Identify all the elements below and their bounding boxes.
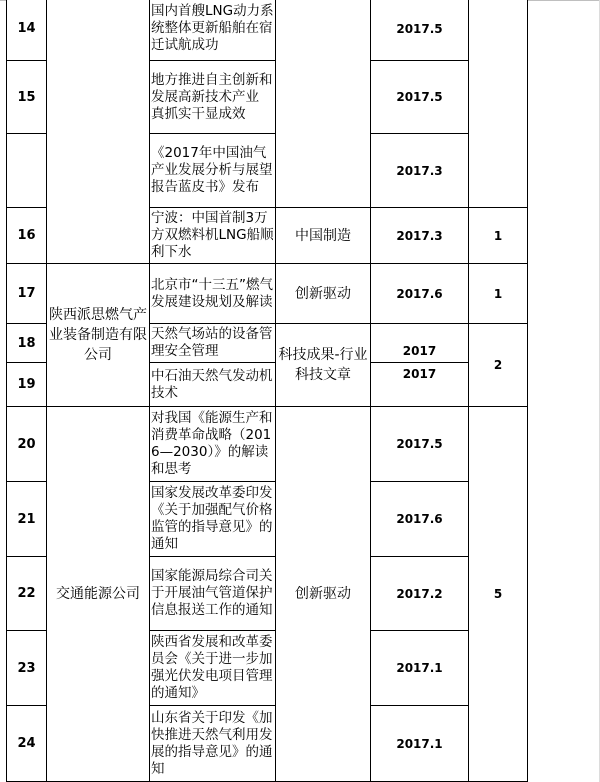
row-number: 20 <box>7 407 47 482</box>
category-cell-blank <box>276 0 371 208</box>
category: 创新驱动 <box>276 407 371 782</box>
top-border-right <box>527 0 600 1</box>
publish-date: 2017.5 <box>371 407 469 482</box>
row-number: 16 <box>7 208 47 264</box>
unit-name: 陕西派思燃气产业装备制造有限公司 <box>47 264 150 407</box>
article-title: 国内首艘LNG动力系统整体更新船舶在宿迁试航成功 <box>150 0 276 61</box>
publish-date: 2017.6 <box>371 264 469 324</box>
table-row <box>7 264 528 324</box>
row-number: 21 <box>7 482 47 557</box>
row-number <box>7 134 47 208</box>
item-count: 2 <box>469 324 528 407</box>
article-title: 天然气场站的设备管理安全管理 <box>150 324 276 363</box>
publish-date: 2017 <box>371 363 469 407</box>
category: 中国制造 <box>276 208 371 264</box>
publish-date: 2017 <box>371 324 469 363</box>
unit-name: 交通能源公司 <box>47 407 150 782</box>
item-count: 5 <box>469 407 528 782</box>
article-title: 陕西省发展和改革委员会《关于进一步加强光伏发电项目管理的通知》 <box>150 631 276 706</box>
table-row <box>7 407 528 482</box>
publish-date: 2017.5 <box>371 0 469 61</box>
article-title: 国家发展改革委印发《关于加强配气价格监管的指导意见》的通知 <box>150 482 276 557</box>
publish-date: 2017.6 <box>371 482 469 557</box>
article-title: 对我国《能源生产和消费革命战略（2016—2030）》的解读和思考 <box>150 407 276 482</box>
row-number: 23 <box>7 631 47 706</box>
unit-cell-blank <box>47 0 150 264</box>
category: 科技成果-行业科技文章 <box>276 324 371 407</box>
article-title: 地方推进自主创新和发展高新技术产业 真抓实干显成效 <box>150 61 276 134</box>
publish-date: 2017.3 <box>371 134 469 208</box>
achievements-table <box>6 0 528 782</box>
row-number: 24 <box>7 706 47 782</box>
article-title: 山东省关于印发《加快推进天然气利用发展的指导意见》的通知 <box>150 706 276 782</box>
article-title: 中石油天然气发动机技术 <box>150 363 276 407</box>
row-number: 14 <box>7 0 47 61</box>
item-count: 1 <box>469 208 528 264</box>
publish-date: 2017.3 <box>371 208 469 264</box>
publish-date: 2017.1 <box>371 706 469 782</box>
category: 创新驱动 <box>276 264 371 324</box>
item-count: 1 <box>469 264 528 324</box>
article-title: 北京市“十三五”燃气发展建设规划及解读 <box>150 264 276 324</box>
row-number: 18 <box>7 324 47 363</box>
article-title: 国家能源局综合司关于开展油气管道保护信息报送工作的通知 <box>150 557 276 631</box>
row-number: 19 <box>7 363 47 407</box>
table-row <box>7 0 528 61</box>
row-number: 22 <box>7 557 47 631</box>
row-number: 15 <box>7 61 47 134</box>
row-number: 17 <box>7 264 47 324</box>
article-title: 《2017年中国油气产业发展分析与展望报告蓝皮书》发布 <box>150 134 276 208</box>
article-title: 宁波：中国首制3万方双燃料机LNG船顺利下水 <box>150 208 276 264</box>
publish-date: 2017.1 <box>371 631 469 706</box>
publish-date: 2017.2 <box>371 557 469 631</box>
publish-date: 2017.5 <box>371 61 469 134</box>
count-cell-blank <box>469 0 528 208</box>
